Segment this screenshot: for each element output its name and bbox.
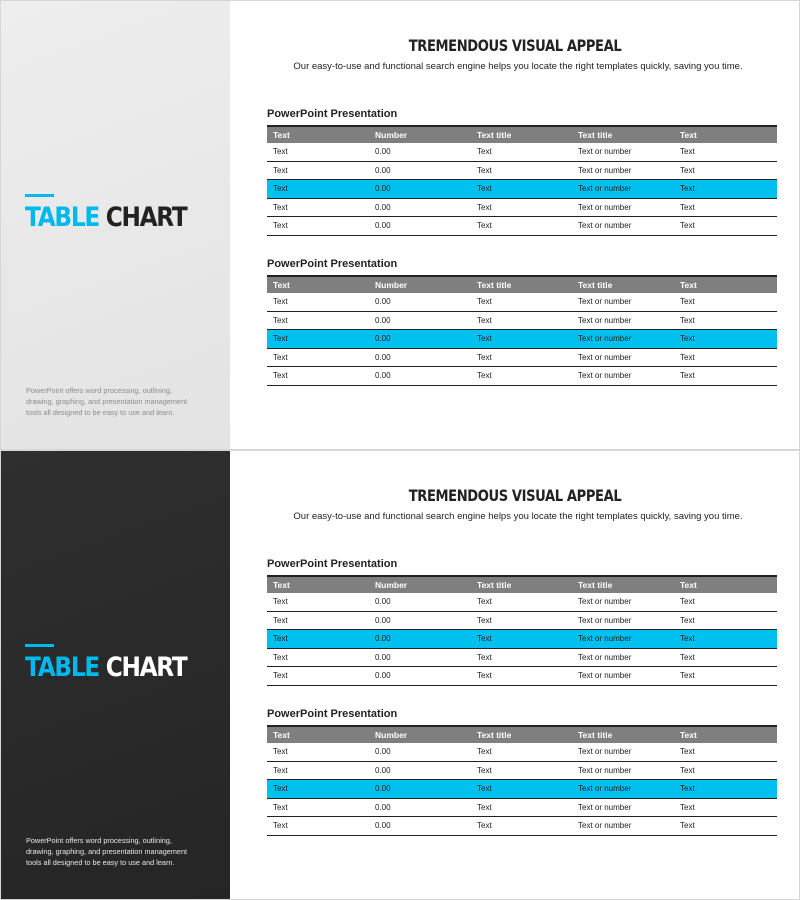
table-cell: Text (477, 784, 492, 794)
title-accent-word: TABLE (25, 202, 99, 233)
table-block-1 (267, 108, 777, 236)
table-cell: Text (273, 747, 288, 757)
data-table (267, 575, 777, 686)
table-cell: Text (477, 802, 492, 812)
table-block-2 (267, 258, 777, 386)
table-cell: Text (680, 371, 695, 381)
table-cell: Text or number (578, 652, 632, 662)
column-header: Text title (578, 730, 613, 740)
table-cell: 0.00 (375, 147, 391, 157)
table-cell: Text (273, 221, 288, 231)
table-cell: Text (273, 147, 288, 157)
table-header-row (267, 725, 777, 743)
table-cell: Text (680, 202, 695, 212)
table-cell: Text or number (578, 597, 632, 607)
column-header: Number (375, 580, 408, 590)
table-cell: Text or number (578, 202, 632, 212)
table-cell: Text (273, 165, 288, 175)
table-cell: Text (273, 802, 288, 812)
table-cell: Text or number (578, 147, 632, 157)
title-rest-word: CHART (98, 652, 187, 683)
table-cell: 0.00 (375, 671, 391, 681)
table-cell: Text (477, 747, 492, 757)
column-header: Text title (578, 580, 613, 590)
table-header-row (267, 275, 777, 293)
column-header: Text title (477, 130, 512, 140)
table-cell: Text (273, 652, 288, 662)
column-header: Text (273, 730, 290, 740)
table-cell: Text or number (578, 184, 632, 194)
table-cell: Text (680, 352, 695, 362)
table-cell: Text or number (578, 671, 632, 681)
table-cell: Text or number (578, 821, 632, 831)
table-row-highlighted (267, 330, 777, 349)
table-row (267, 349, 777, 368)
column-header: Text title (578, 130, 613, 140)
table-cell: Text (477, 202, 492, 212)
left-panel (0, 450, 230, 900)
table-cell: 0.00 (375, 821, 391, 831)
table-header-row (267, 575, 777, 593)
table-cell: 0.00 (375, 221, 391, 231)
column-header: Text title (477, 580, 512, 590)
table-cell: 0.00 (375, 765, 391, 775)
column-header: Text (273, 580, 290, 590)
slide-dark (0, 450, 800, 900)
left-description: PowerPoint offers word processing, outlining, drawing, graphing, and presentation management tools all designed to be easy to use and learn. (26, 386, 188, 418)
table-block-1 (267, 558, 777, 686)
table-cell: Text (477, 634, 492, 644)
table-label: PowerPoint Presentation (267, 708, 398, 720)
table-cell: 0.00 (375, 784, 391, 794)
content-subheading: Our easy-to-use and functional search engine helps you locate the right templates quickly, saving you time. (293, 511, 743, 522)
column-header: Text title (477, 280, 512, 290)
table-cell: Text (680, 784, 695, 794)
content-heading: TREMENDOUS VISUAL APPEAL (408, 36, 622, 55)
column-header: Text (273, 280, 290, 290)
table-cell: Text (680, 747, 695, 757)
table-cell: Text or number (578, 315, 632, 325)
table-row (267, 162, 777, 181)
column-header: Text (680, 130, 697, 140)
table-row (267, 649, 777, 668)
table-cell: 0.00 (375, 747, 391, 757)
table-header-row (267, 125, 777, 143)
table-cell: Text (680, 597, 695, 607)
table-cell: Text or number (578, 297, 632, 307)
table-cell: 0.00 (375, 597, 391, 607)
data-table (267, 125, 777, 236)
table-cell: Text (477, 597, 492, 607)
table-cell: Text or number (578, 371, 632, 381)
table-cell: Text (273, 184, 288, 194)
table-cell: Text (680, 147, 695, 157)
column-header: Text (680, 280, 697, 290)
table-cell: Text (273, 784, 288, 794)
column-header: Number (375, 280, 408, 290)
table-cell: Text (273, 297, 288, 307)
content-heading: TREMENDOUS VISUAL APPEAL (408, 486, 622, 505)
table-cell: Text (477, 765, 492, 775)
column-header: Number (375, 130, 408, 140)
content-subheading: Our easy-to-use and functional search engine helps you locate the right templates quickly, saving you time. (293, 61, 743, 72)
column-header: Text title (578, 280, 613, 290)
table-label: PowerPoint Presentation (267, 258, 398, 270)
table-row (267, 367, 777, 386)
column-header: Text (273, 130, 290, 140)
table-cell: Text or number (578, 765, 632, 775)
table-cell: 0.00 (375, 202, 391, 212)
table-cell: Text (477, 821, 492, 831)
table-row (267, 199, 777, 218)
table-cell: Text (273, 315, 288, 325)
table-cell: Text or number (578, 802, 632, 812)
table-cell: Text or number (578, 634, 632, 644)
table-cell: Text or number (578, 784, 632, 794)
table-row (267, 217, 777, 236)
table-cell: Text (273, 597, 288, 607)
table-cell: Text (477, 297, 492, 307)
title-rest-word: CHART (98, 202, 187, 233)
column-header: Text (680, 730, 697, 740)
accent-bar (25, 644, 54, 647)
table-cell: Text (680, 634, 695, 644)
table-row (267, 143, 777, 162)
table-cell: Text (680, 615, 695, 625)
table-cell: Text (477, 652, 492, 662)
table-cell: Text or number (578, 352, 632, 362)
table-block-2 (267, 708, 777, 836)
table-cell: Text (477, 165, 492, 175)
table-row (267, 817, 777, 836)
table-row (267, 667, 777, 686)
table-cell: 0.00 (375, 184, 391, 194)
column-header: Text title (477, 730, 512, 740)
left-description: PowerPoint offers word processing, outlining, drawing, graphing, and presentation management tools all designed to be easy to use and learn. (26, 836, 188, 868)
table-cell: Text or number (578, 221, 632, 231)
table-label: PowerPoint Presentation (267, 108, 398, 120)
table-cell: Text (273, 821, 288, 831)
table-cell: Text (273, 202, 288, 212)
table-row (267, 293, 777, 312)
table-cell: Text (273, 671, 288, 681)
table-row-highlighted (267, 180, 777, 199)
table-row-highlighted (267, 630, 777, 649)
table-cell: 0.00 (375, 315, 391, 325)
table-cell: Text (477, 315, 492, 325)
table-cell: 0.00 (375, 615, 391, 625)
table-cell: Text (273, 615, 288, 625)
slide-title (25, 202, 186, 233)
table-cell: Text or number (578, 747, 632, 757)
table-cell: Text (680, 652, 695, 662)
accent-bar (25, 194, 54, 197)
table-row (267, 762, 777, 781)
table-cell: Text (680, 334, 695, 344)
table-cell: Text or number (578, 334, 632, 344)
table-cell: 0.00 (375, 352, 391, 362)
table-cell: Text (273, 371, 288, 381)
table-cell: 0.00 (375, 652, 391, 662)
data-table (267, 725, 777, 836)
table-row (267, 593, 777, 612)
table-cell: 0.00 (375, 165, 391, 175)
table-cell: 0.00 (375, 334, 391, 344)
table-cell: Text (680, 765, 695, 775)
table-cell: Text (477, 371, 492, 381)
column-header: Text (680, 580, 697, 590)
table-cell: 0.00 (375, 802, 391, 812)
table-cell: Text or number (578, 615, 632, 625)
table-cell: Text (273, 352, 288, 362)
table-label: PowerPoint Presentation (267, 558, 398, 570)
table-row (267, 612, 777, 631)
column-header: Number (375, 730, 408, 740)
table-cell: Text (680, 821, 695, 831)
table-cell: Text (680, 315, 695, 325)
table-cell: Text (680, 671, 695, 681)
table-row (267, 312, 777, 331)
table-row-highlighted (267, 780, 777, 799)
table-cell: Text (477, 147, 492, 157)
table-cell: Text or number (578, 165, 632, 175)
table-cell: Text (273, 765, 288, 775)
table-cell: Text (477, 221, 492, 231)
table-cell: Text (477, 671, 492, 681)
left-panel (0, 0, 230, 450)
slide-title (25, 652, 186, 683)
table-cell: Text (680, 221, 695, 231)
table-cell: Text (680, 165, 695, 175)
table-cell: Text (680, 297, 695, 307)
data-table (267, 275, 777, 386)
table-cell: 0.00 (375, 297, 391, 307)
table-cell: Text (477, 615, 492, 625)
table-cell: Text (477, 352, 492, 362)
table-row (267, 799, 777, 818)
table-cell: 0.00 (375, 634, 391, 644)
table-row (267, 743, 777, 762)
table-cell: Text (680, 802, 695, 812)
table-cell: Text (477, 334, 492, 344)
table-cell: 0.00 (375, 371, 391, 381)
table-cell: Text (680, 184, 695, 194)
table-cell: Text (477, 184, 492, 194)
table-cell: Text (273, 634, 288, 644)
title-accent-word: TABLE (25, 652, 99, 683)
table-cell: Text (273, 334, 288, 344)
